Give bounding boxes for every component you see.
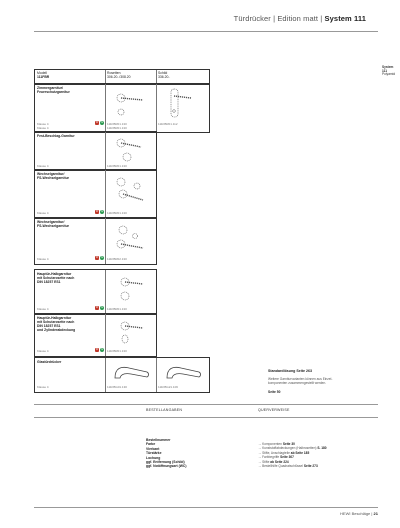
page-header [234,14,366,23]
lever-plate-illustration [165,87,195,121]
col-schild-label: Schild [158,71,168,75]
glass-door-handle-illustration [111,362,151,384]
divider [105,70,106,84]
article-number: 111FBG01.130 [107,385,127,389]
exchange-set-illustration [113,222,149,256]
divider [105,270,106,314]
quality-badge: G [100,306,104,309]
table-row [34,83,210,133]
fire-protection-badge: R [96,348,98,351]
klasse-label: Klasse 4 [37,307,49,311]
row-title-line: Hauptür-Halbgarnitur [37,316,72,320]
col-rosetten-label: Rosetten [107,71,121,75]
col-schild [158,71,170,79]
fire-protection-badge: R [96,210,98,213]
standard-text-line: komponenten zusammengestellt werden. [268,381,327,386]
cross-reference-page: Seite 307 [280,455,294,460]
klasse-label: Klasse 4 [37,385,49,389]
header-rule [34,31,378,32]
row-title-line: Feuerschutzgarnitur [37,90,70,94]
table-row [34,357,210,393]
standard-solution-text [268,377,354,385]
fire-protection-badge: R [96,256,98,259]
divider [156,84,157,132]
row-title-line: Wechselgarnitur/ [37,172,65,176]
quality-badge: G [100,121,104,124]
divider [105,170,106,218]
klasse-label: Klasse 4 [37,126,49,130]
page-footer [340,511,378,516]
order-info-item: Bestellnummer [146,438,171,442]
row-title [37,86,70,94]
cross-reference-label: Bestellhilfe Quadratschlüssel [262,464,304,469]
klasse-label: Klasse 4 [37,122,49,126]
section-rule [34,417,378,418]
table-row [34,313,157,357]
cross-reference-page: Seite 273 [303,464,318,469]
quality-badge: G [100,348,104,351]
article-number: 111FBR01.130 [107,164,127,168]
row-title-line: Zimmergarnitur/ [37,86,63,90]
cross-reference-page: ab Seite 185 [290,450,310,455]
page-number: 21 [373,511,378,516]
article-number: 111FBR01.130 [107,122,127,126]
divider [156,70,157,84]
divider [156,358,157,392]
order-info-item: Farbe [146,442,156,447]
row-title [37,172,69,180]
cross-reference-page: ab Seite 224 [270,459,289,464]
divider [105,132,106,170]
half-set-illustration [115,274,147,304]
arrow-right-icon: → [258,455,263,460]
row-title [37,360,61,364]
table-row [34,169,157,219]
article-number: 111FBR01.130 [107,349,127,353]
article-number: 111FBR02.130 [107,257,127,261]
cross-reference-page: Seite 30 [282,442,295,446]
half-set-cylinder-illustration [115,318,147,346]
side-label [382,65,396,77]
order-info-item: ggf. Entfernung (Schild) [146,460,185,465]
row-title-line: Hauptür-Halbgarnitur [37,272,72,276]
row-title-line: FS-Wechselgarnitur [37,224,69,228]
col-schild-value: 336.20.. [158,75,171,80]
footer-rule [34,507,378,508]
standard-solution-title [268,369,312,373]
cross-reference-list [258,442,327,468]
order-info-item: Türstärke [146,451,162,456]
footer-text: HEWI Beschläge | [340,511,373,516]
quality-badge: G [100,256,104,259]
article-number: 111FBR01.130 [107,211,127,215]
klasse-label: Klasse 4 [37,257,49,261]
order-info-item: Vierkant [146,446,160,451]
cross-reference-label: Farbbegriffe [262,455,280,460]
row-title [37,272,74,284]
cross-references-heading: QUERVERWEISE [258,408,290,412]
divider [105,358,106,392]
divider [105,314,106,356]
row-title [37,134,75,138]
standard-solution-ref[interactable]: Seite 50 [268,390,281,394]
cross-reference-item[interactable] [258,464,327,468]
glass-door-handle-illustration [163,362,203,384]
order-info-list [146,438,187,469]
table-row [34,217,157,265]
article-number: 111FBR01.130 [107,307,127,311]
klasse-label: Klasse 4 [37,164,49,168]
cross-reference-page: S. 180 [317,446,327,451]
row-title [37,316,75,332]
cross-reference-label: Stifte, Anschlagteile [262,450,290,455]
side-label-line2: Polyamid [382,72,396,77]
row-title [37,220,69,228]
divider [105,218,106,264]
order-info-item: ggf. Notöffnungsart (WC) [146,464,187,469]
divider [105,84,106,132]
cross-reference-label: Kunststoffabdeckungen (Halbrosetten) [262,446,317,451]
row-title-line: Wechselgarnitur/ [37,220,65,224]
row-title-line: DIN 18257 ES1 [37,324,61,328]
row-title-line: DIN 18257 ES1 [37,280,61,284]
order-info-heading: BESTELLANGABEN [146,408,183,412]
col-rosetten [107,71,131,79]
arrow-right-icon: → [258,464,263,469]
article-number: 111FBR01.112 [158,122,178,126]
standard-title-page: Seite 263 [296,369,312,373]
row-title-line: Glastürdrücker [37,360,62,364]
arrow-right-icon: → [258,459,263,464]
lever-rosette-illustration [113,135,147,163]
row-title-line: und Zylinderabdeckung [37,328,76,332]
row-title-line: FS-Wechselgarnitur [37,176,69,180]
cross-reference-label: Stifte [262,459,270,464]
fire-protection-badge: R [96,121,98,124]
exchange-set-illustration [113,174,149,210]
header-pre: Türdrücker | Edition matt | [233,14,323,23]
article-number: 111FBG21.106 [158,385,178,389]
cross-reference-label: Komponenten [262,442,282,446]
standard-title-text: Standardlösung [268,369,296,373]
article-number: 111FBR01.130 [107,126,127,130]
section-rule [34,404,378,405]
col-modell [37,71,49,79]
klasse-label: Klasse 4 [37,211,49,215]
quality-badge: G [100,210,104,213]
table-row [34,131,157,171]
side-label-line1: System 111 [382,65,394,73]
table-row [34,269,157,315]
order-info-item: Lochung [146,455,161,460]
arrow-right-icon: → [258,450,263,455]
arrow-right-icon: → [258,442,263,446]
col-modell-label: Modell [37,71,47,75]
header-system: System 111 [324,14,366,23]
standard-text-line: Weitere Garniturvarianten können aus Einzel- [268,377,333,381]
row-title-line: mit Schutzrosette nach [37,320,75,324]
col-rosetten-value: 306.20../308.20 [107,75,131,80]
row-title-line: Fest-Beschlag-Garnitur [37,134,75,138]
arrow-right-icon: → [258,446,263,451]
row-title-line: mit Schutzrosette nach [37,276,75,280]
klasse-label: Klasse 4 [37,349,49,353]
lever-rosette-illustration [113,88,147,118]
col-modell-value: 111FBR [37,75,50,80]
fire-protection-badge: R [96,306,98,309]
